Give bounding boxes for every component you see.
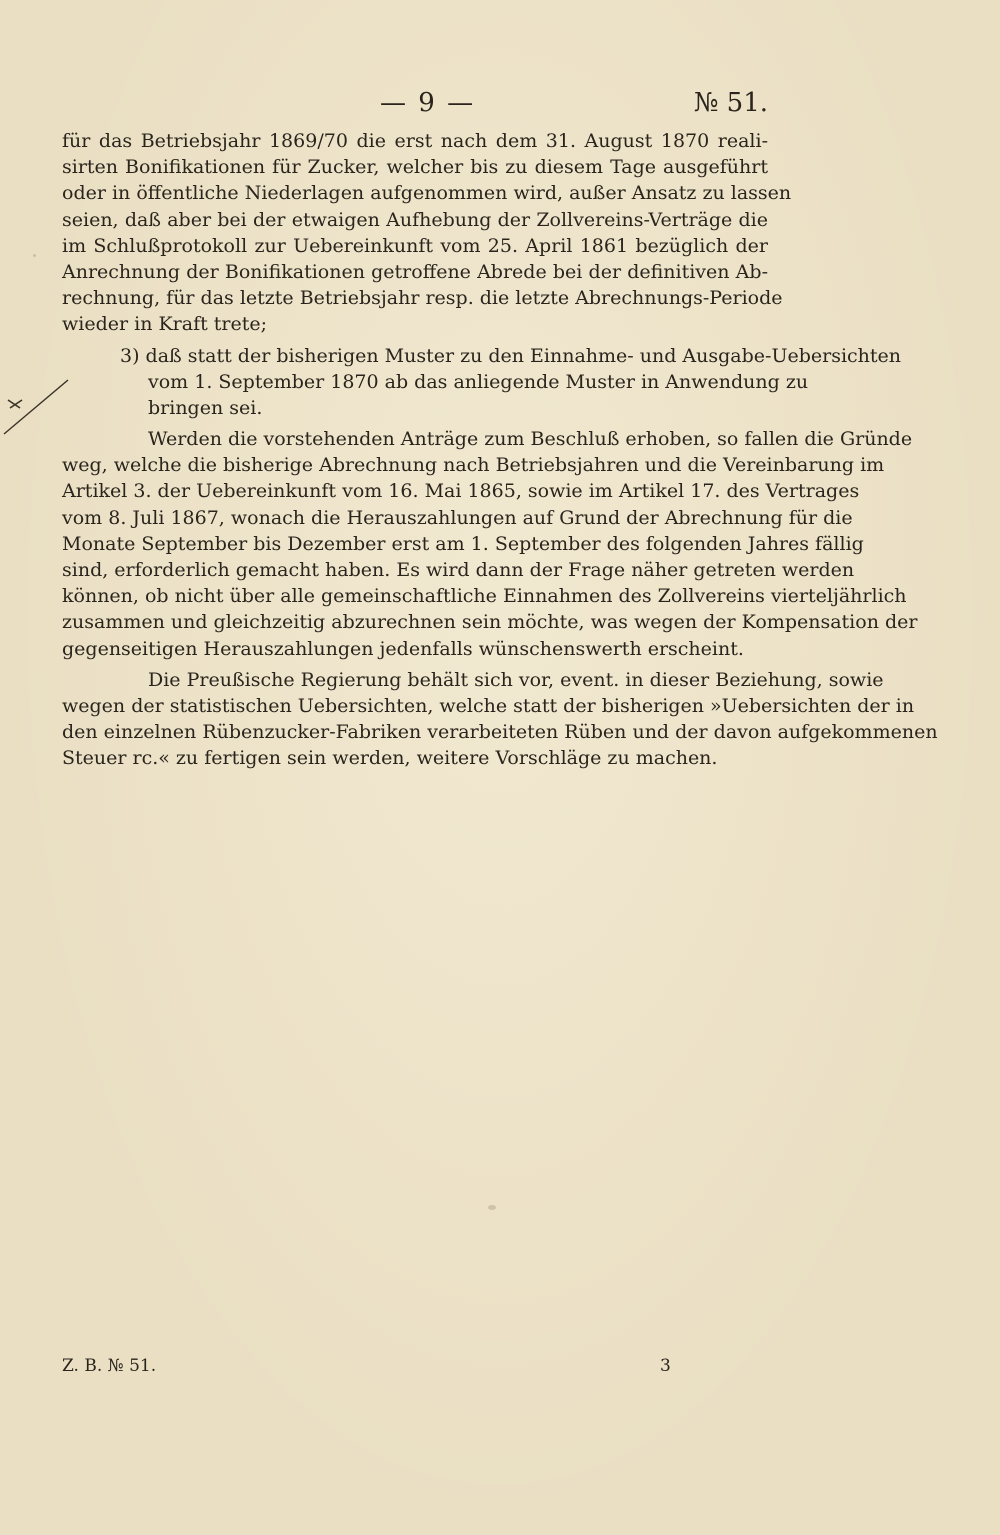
paragraph	[62, 667, 938, 772]
text-line: seien, daß aber bei der etwaigen Aufhebung der Zollvereins-Verträge die	[62, 208, 768, 231]
document-number: № 51.	[693, 88, 768, 118]
text-line: vom 8. Juli 1867, wonach die Herauszahlungen auf Grund der Abrechnung für die	[62, 506, 853, 529]
text-line: 3) daß statt der bisherigen Muster zu den Einnahme- und Ausgabe-Uebersichten	[120, 344, 902, 367]
text-line: gegenseitigen Herauszahlungen jedenfalls wünschenswerth erscheint.	[62, 637, 744, 660]
page-footer	[0, 1356, 1000, 1386]
text-line: Die Preußische Regierung behält sich vor, event. in dieser Beziehung, sowie	[148, 668, 884, 691]
text-line: Artikel 3. der Uebereinkunft vom 16. Mai 1865, sowie im Artikel 17. des Vertrages	[62, 480, 860, 503]
paper-spot	[33, 254, 36, 257]
text-line: sind, erforderlich gemacht haben. Es wird dann der Frage näher getreten werden	[62, 559, 855, 581]
text-line: weg, welche die bisherige Abrechnung nach Betriebsjahren und die Vereinbarung im	[62, 454, 885, 477]
page-number: — 9 —	[380, 88, 476, 118]
text-line: können, ob nicht über alle gemeinschaftliche Einnahmen des Zollvereins vierteljährlich	[62, 585, 907, 608]
page-header	[0, 88, 1000, 124]
text-line: für das Betriebsjahr 1869/70 die erst nach dem 31. August 1870 reali-	[62, 130, 768, 152]
printer-signature: Z. B. № 51.	[62, 1356, 157, 1376]
text-line: Steuer rc.« zu fertigen sein werden, weitere Vorschläge zu machen.	[62, 747, 718, 770]
sheet-number: 3	[660, 1356, 671, 1376]
text-line: vom 1. September 1870 ab das anliegende Muster in Anwendung zu	[148, 370, 809, 393]
text-line: Werden die vorstehenden Anträge zum Beschluß erhoben, so fallen die Gründe	[148, 428, 913, 451]
text-line: wegen der statistischen Uebersichten, welche statt der bisherigen »Uebersichten der in	[62, 694, 915, 717]
body-text	[62, 128, 938, 772]
text-line: Anrechnung der Bonifikationen getroffene Abrede bei der definitiven Ab-	[62, 260, 768, 283]
text-line: wieder in Kraft trete;	[62, 313, 268, 336]
text-line: sirten Bonifikationen für Zucker, welcher bis zu diesem Tage ausgeführt	[62, 156, 768, 179]
text-line: rechnung, für das letzte Betriebsjahr resp. die letzte Abrechnungs-Periode	[62, 287, 783, 310]
text-line: oder in öffentliche Niederlagen aufgenommen wird, außer Ansatz zu lassen	[62, 182, 792, 205]
paragraph	[62, 426, 918, 662]
list-item-3	[62, 343, 902, 422]
text-line: Monate September bis Dezember erst am 1. September des folgenden Jahres fällig	[62, 532, 864, 555]
text-line: im Schlußprotokoll zur Uebereinkunft vom 25. April 1861 bezüglich der	[62, 234, 768, 257]
text-line: bringen sei.	[148, 396, 263, 419]
continuation-paragraph	[62, 128, 792, 338]
paper-spot	[488, 1205, 496, 1210]
text-line: zusammen und gleichzeitig abzurechnen sein möchte, was wegen der Kompensation der	[62, 611, 918, 634]
text-line: den einzelnen Rübenzucker-Fabriken verarbeiteten Rüben und der davon aufgekommenen	[62, 721, 938, 744]
